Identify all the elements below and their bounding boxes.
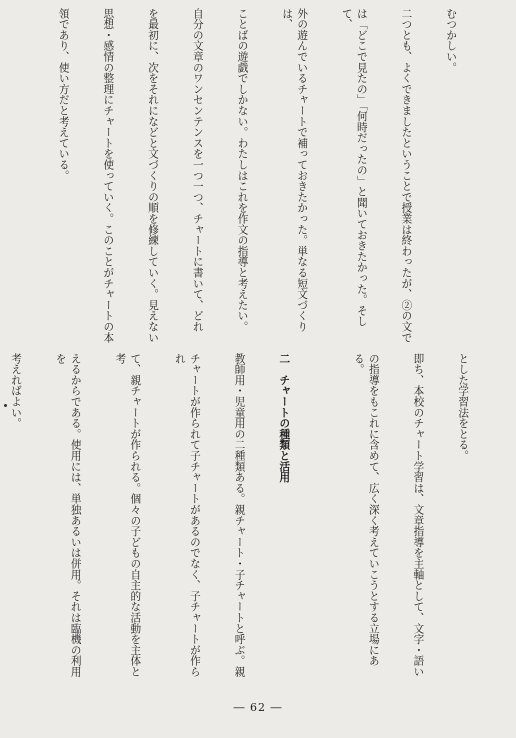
section-heading: 二 チャートの種類と活用 bbox=[278, 353, 291, 483]
text-line: 考えればよい。 bbox=[10, 353, 22, 429]
text-line: えるからである。使用には、単独あるいは併用。それは臨機の利用を bbox=[54, 353, 82, 677]
page-number: ― 62 ― bbox=[233, 701, 283, 714]
text-line: の指導をもこれに含めて、広く深く考えていこうとする立場にある。 bbox=[352, 353, 380, 667]
text-line: は「どこで見たの」「何時だったの」と聞いておきたかった。そして、 bbox=[340, 8, 368, 327]
text-line: 即ち、本校のチャート学習は、文章指導を主軸として、文字・語い bbox=[412, 353, 425, 677]
text-line: 二つとも、よくできましたということで授業は終わったが、②の文で bbox=[400, 8, 413, 343]
text-line: むつかしい。 bbox=[445, 8, 458, 73]
text-line: 教師用・児童用の二種類ある。親チャート・子チャートと呼ぶ。親 bbox=[233, 353, 246, 677]
text-line: とした学習法をとる。 bbox=[457, 353, 470, 461]
lower-text-block bbox=[12, 353, 500, 678]
margin-dot bbox=[4, 404, 7, 407]
text-line: 思想・感情の整理にチャートを使っていく。このことがチャートの本 bbox=[102, 8, 115, 343]
text-line: ことばの遊戯でしかない。わたしはこれを作文の指導と考えたい。 bbox=[236, 8, 249, 332]
text-line: 領であり、使い方だと考えている。 bbox=[57, 8, 70, 181]
text-line: 自分の文章のワンセンテンスを一つ一つ、チャートに書いて、どれ bbox=[191, 8, 204, 332]
text-line: を最初に、次をそれになどと文づくりの順を修練していく。見えない bbox=[147, 8, 160, 343]
text-line: チャートが作られて子チャートがあるのでなく、子チャートが作られ bbox=[173, 353, 201, 677]
text-line: 外の遊んでいるチャートで補っておきたかった。単なる短文づくりは、 bbox=[281, 8, 309, 332]
upper-text-block bbox=[57, 8, 488, 344]
text-line: て、親チャートが作られる。個々の子どもの自主的な活動を主体と考 bbox=[114, 353, 142, 677]
